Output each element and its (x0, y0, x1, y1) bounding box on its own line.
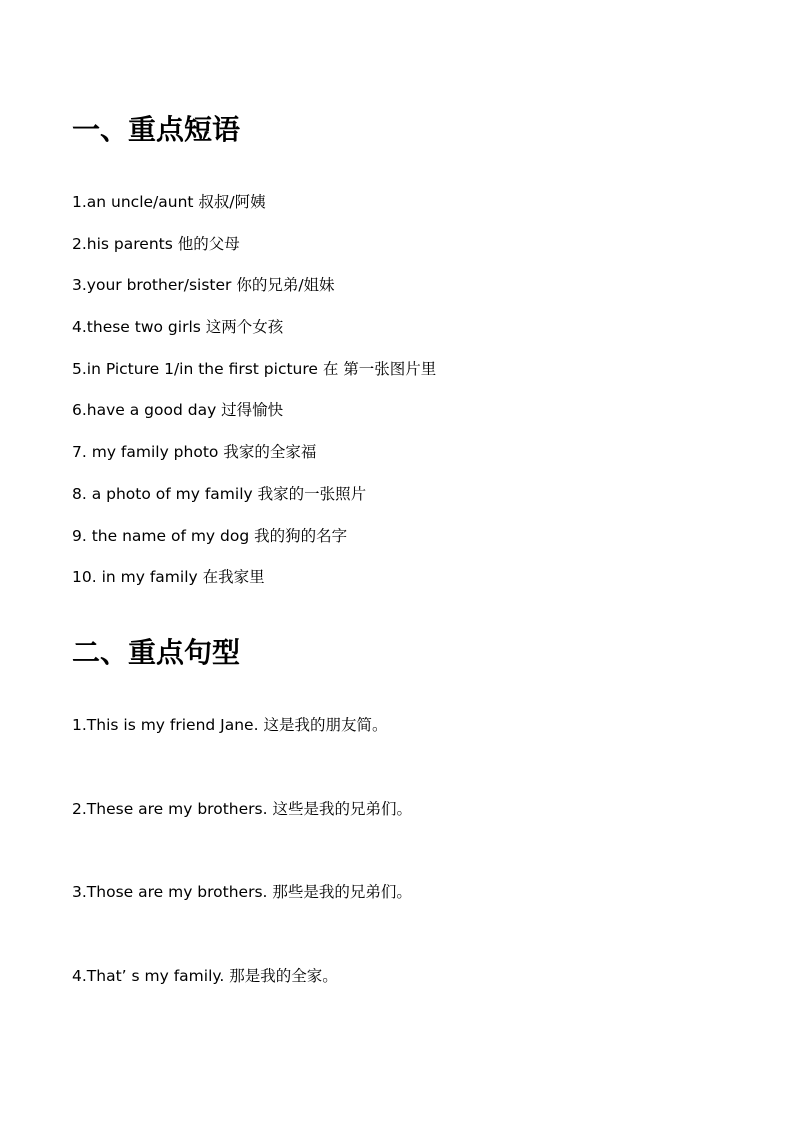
section-heading-key-sentences: 二、重点句型 (72, 636, 241, 669)
phrase-item: 10. in my family 在我家里 (72, 568, 265, 587)
phrase-item: 1.an uncle/aunt 叔叔/阿姨 (72, 193, 266, 211)
phrase-item: 3.your brother/sister 你的兄弟/姐妹 (72, 276, 335, 295)
phrase-item: 8. a photo of my family 我家的一张照片 (72, 484, 367, 503)
phrase-item: 6.have a good day 过得愉快 (72, 401, 284, 420)
phrase-item: 9. the name of my dog 我的狗的名字 (72, 526, 348, 545)
sentence-item: 3.Those are my brothers. 那些是我的兄弟们。 (72, 883, 412, 901)
phrase-item: 4.these two girls 这两个女孩 (72, 318, 284, 337)
sentence-item: 2.These are my brothers. 这些是我的兄弟们。 (72, 799, 412, 818)
section-heading-key-phrases: 一、重点短语 (72, 113, 241, 146)
sentence-item: 1.This is my friend Jane. 这是我的朋友简。 (72, 716, 388, 734)
key-phrases-list (72, 190, 436, 607)
phrase-item: 7. my family photo 我家的全家福 (72, 443, 317, 462)
phrase-item: 5.in Picture 1/in the first picture 在 第一张图片里 (72, 359, 437, 378)
sentence-item: 4.That’ s my family. 那是我的全家。 (72, 966, 338, 985)
key-sentences-list (72, 713, 412, 1047)
phrase-item: 2.his parents 他的父母 (72, 234, 240, 253)
